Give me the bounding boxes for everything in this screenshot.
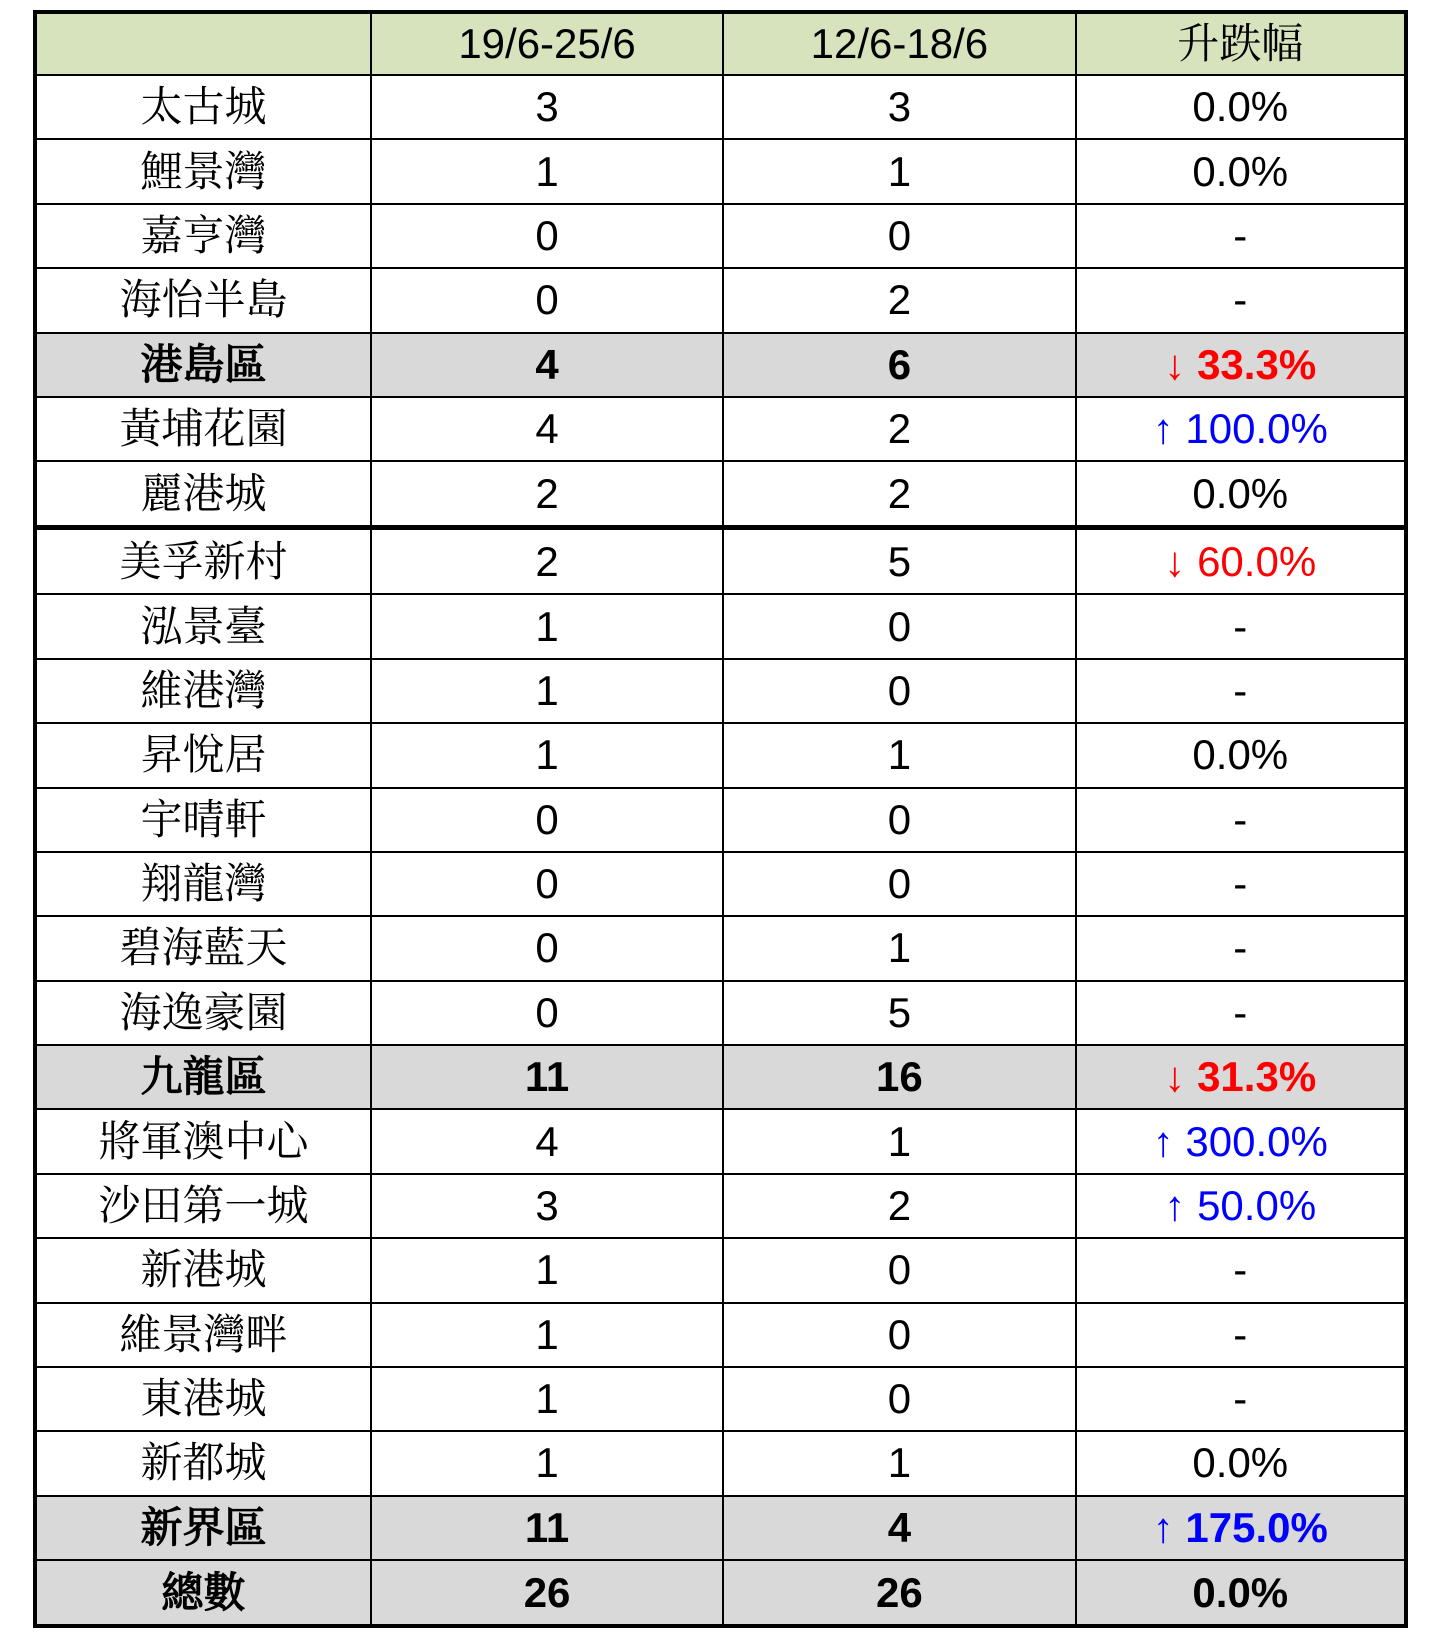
count-current-week: 1 <box>371 1303 723 1367</box>
header-previous-week: 12/6-18/6 <box>723 12 1075 75</box>
estate-name: 海逸豪園 <box>35 981 371 1045</box>
header-change-percent: 升跌幅 <box>1076 12 1406 75</box>
estate-name: 新都城 <box>35 1431 371 1495</box>
count-previous-week: 0 <box>723 788 1075 852</box>
change-percent: - <box>1076 981 1406 1045</box>
estate-row <box>35 1367 1406 1431</box>
header-current-week: 19/6-25/6 <box>371 12 723 75</box>
count-current-week: 11 <box>371 1496 723 1560</box>
summary-row <box>35 1560 1406 1626</box>
count-current-week: 4 <box>371 1109 723 1173</box>
count-current-week: 4 <box>371 397 723 461</box>
estate-name: 昇悅居 <box>35 723 371 787</box>
estate-row <box>35 594 1406 658</box>
change-percent: 0.0% <box>1076 723 1406 787</box>
change-percent: ↑ 100.0% <box>1076 397 1406 461</box>
estate-row <box>35 1238 1406 1302</box>
estate-name: 麗港城 <box>35 461 371 528</box>
estate-row <box>35 659 1406 723</box>
count-previous-week: 2 <box>723 461 1075 528</box>
header-row <box>35 12 1406 75</box>
count-current-week: 1 <box>371 1431 723 1495</box>
count-previous-week: 0 <box>723 659 1075 723</box>
count-current-week: 1 <box>371 659 723 723</box>
estate-name: 新界區 <box>35 1496 371 1560</box>
estate-name: 翔龍灣 <box>35 852 371 916</box>
estate-row <box>35 75 1406 139</box>
count-current-week: 3 <box>371 75 723 139</box>
change-percent: 0.0% <box>1076 1560 1406 1626</box>
estate-name: 總數 <box>35 1560 371 1626</box>
change-percent: 0.0% <box>1076 1431 1406 1495</box>
count-previous-week: 5 <box>723 528 1075 595</box>
count-previous-week: 0 <box>723 1303 1075 1367</box>
count-current-week: 11 <box>371 1045 723 1109</box>
estate-name: 碧海藍天 <box>35 916 371 980</box>
count-previous-week: 26 <box>723 1560 1075 1626</box>
change-percent: 0.0% <box>1076 75 1406 139</box>
count-previous-week: 1 <box>723 723 1075 787</box>
count-previous-week: 3 <box>723 75 1075 139</box>
estate-row <box>35 268 1406 332</box>
count-current-week: 2 <box>371 528 723 595</box>
count-previous-week: 1 <box>723 916 1075 980</box>
change-percent: - <box>1076 852 1406 916</box>
change-percent: 0.0% <box>1076 461 1406 528</box>
estate-row <box>35 461 1406 528</box>
change-percent: ↑ 300.0% <box>1076 1109 1406 1173</box>
change-percent: - <box>1076 594 1406 658</box>
change-percent: - <box>1076 1303 1406 1367</box>
estate-row <box>35 1303 1406 1367</box>
estate-name: 海怡半島 <box>35 268 371 332</box>
estate-name: 太古城 <box>35 75 371 139</box>
estate-name: 鯉景灣 <box>35 139 371 203</box>
change-percent: - <box>1076 788 1406 852</box>
count-current-week: 3 <box>371 1174 723 1238</box>
estate-name: 將軍澳中心 <box>35 1109 371 1173</box>
count-previous-week: 6 <box>723 333 1075 397</box>
count-current-week: 1 <box>371 1238 723 1302</box>
count-current-week: 4 <box>371 333 723 397</box>
count-previous-week: 2 <box>723 268 1075 332</box>
summary-row <box>35 1045 1406 1109</box>
count-current-week: 0 <box>371 981 723 1045</box>
change-percent: ↓ 33.3% <box>1076 333 1406 397</box>
estate-name: 美孚新村 <box>35 528 371 595</box>
estate-name: 九龍區 <box>35 1045 371 1109</box>
count-current-week: 0 <box>371 788 723 852</box>
header-estate-column <box>35 12 371 75</box>
count-previous-week: 1 <box>723 1109 1075 1173</box>
weekly-transactions-table <box>33 10 1408 1628</box>
count-current-week: 0 <box>371 852 723 916</box>
count-current-week: 1 <box>371 1367 723 1431</box>
estate-name: 維景灣畔 <box>35 1303 371 1367</box>
estate-name: 宇晴軒 <box>35 788 371 852</box>
estate-row <box>35 397 1406 461</box>
count-previous-week: 1 <box>723 139 1075 203</box>
estate-row <box>35 528 1406 595</box>
change-percent: ↓ 60.0% <box>1076 528 1406 595</box>
count-previous-week: 2 <box>723 1174 1075 1238</box>
count-previous-week: 0 <box>723 1367 1075 1431</box>
estate-row <box>35 981 1406 1045</box>
estate-row <box>35 1174 1406 1238</box>
change-percent: - <box>1076 1238 1406 1302</box>
estate-name: 維港灣 <box>35 659 371 723</box>
estate-row <box>35 1109 1406 1173</box>
change-percent: ↓ 31.3% <box>1076 1045 1406 1109</box>
estate-name: 嘉亨灣 <box>35 204 371 268</box>
estate-name: 港島區 <box>35 333 371 397</box>
count-current-week: 0 <box>371 916 723 980</box>
estate-name: 沙田第一城 <box>35 1174 371 1238</box>
estate-row <box>35 723 1406 787</box>
count-previous-week: 1 <box>723 1431 1075 1495</box>
count-previous-week: 2 <box>723 397 1075 461</box>
change-percent: - <box>1076 268 1406 332</box>
change-percent: - <box>1076 916 1406 980</box>
estate-row <box>35 1431 1406 1495</box>
count-current-week: 1 <box>371 723 723 787</box>
estate-row <box>35 916 1406 980</box>
estate-name: 黃埔花園 <box>35 397 371 461</box>
change-percent: - <box>1076 204 1406 268</box>
count-current-week: 0 <box>371 204 723 268</box>
summary-row <box>35 1496 1406 1560</box>
count-current-week: 2 <box>371 461 723 528</box>
estate-name: 泓景臺 <box>35 594 371 658</box>
change-percent: ↑ 50.0% <box>1076 1174 1406 1238</box>
estate-row <box>35 139 1406 203</box>
change-percent: ↑ 175.0% <box>1076 1496 1406 1560</box>
summary-row <box>35 333 1406 397</box>
count-current-week: 0 <box>371 268 723 332</box>
count-previous-week: 0 <box>723 1238 1075 1302</box>
count-current-week: 1 <box>371 594 723 658</box>
estate-row <box>35 852 1406 916</box>
count-previous-week: 0 <box>723 594 1075 658</box>
change-percent: - <box>1076 659 1406 723</box>
change-percent: - <box>1076 1367 1406 1431</box>
estate-row <box>35 204 1406 268</box>
count-current-week: 1 <box>371 139 723 203</box>
change-percent: 0.0% <box>1076 139 1406 203</box>
estate-name: 東港城 <box>35 1367 371 1431</box>
estate-name: 新港城 <box>35 1238 371 1302</box>
count-previous-week: 0 <box>723 852 1075 916</box>
count-previous-week: 4 <box>723 1496 1075 1560</box>
count-previous-week: 16 <box>723 1045 1075 1109</box>
count-current-week: 26 <box>371 1560 723 1626</box>
count-previous-week: 0 <box>723 204 1075 268</box>
estate-row <box>35 788 1406 852</box>
count-previous-week: 5 <box>723 981 1075 1045</box>
